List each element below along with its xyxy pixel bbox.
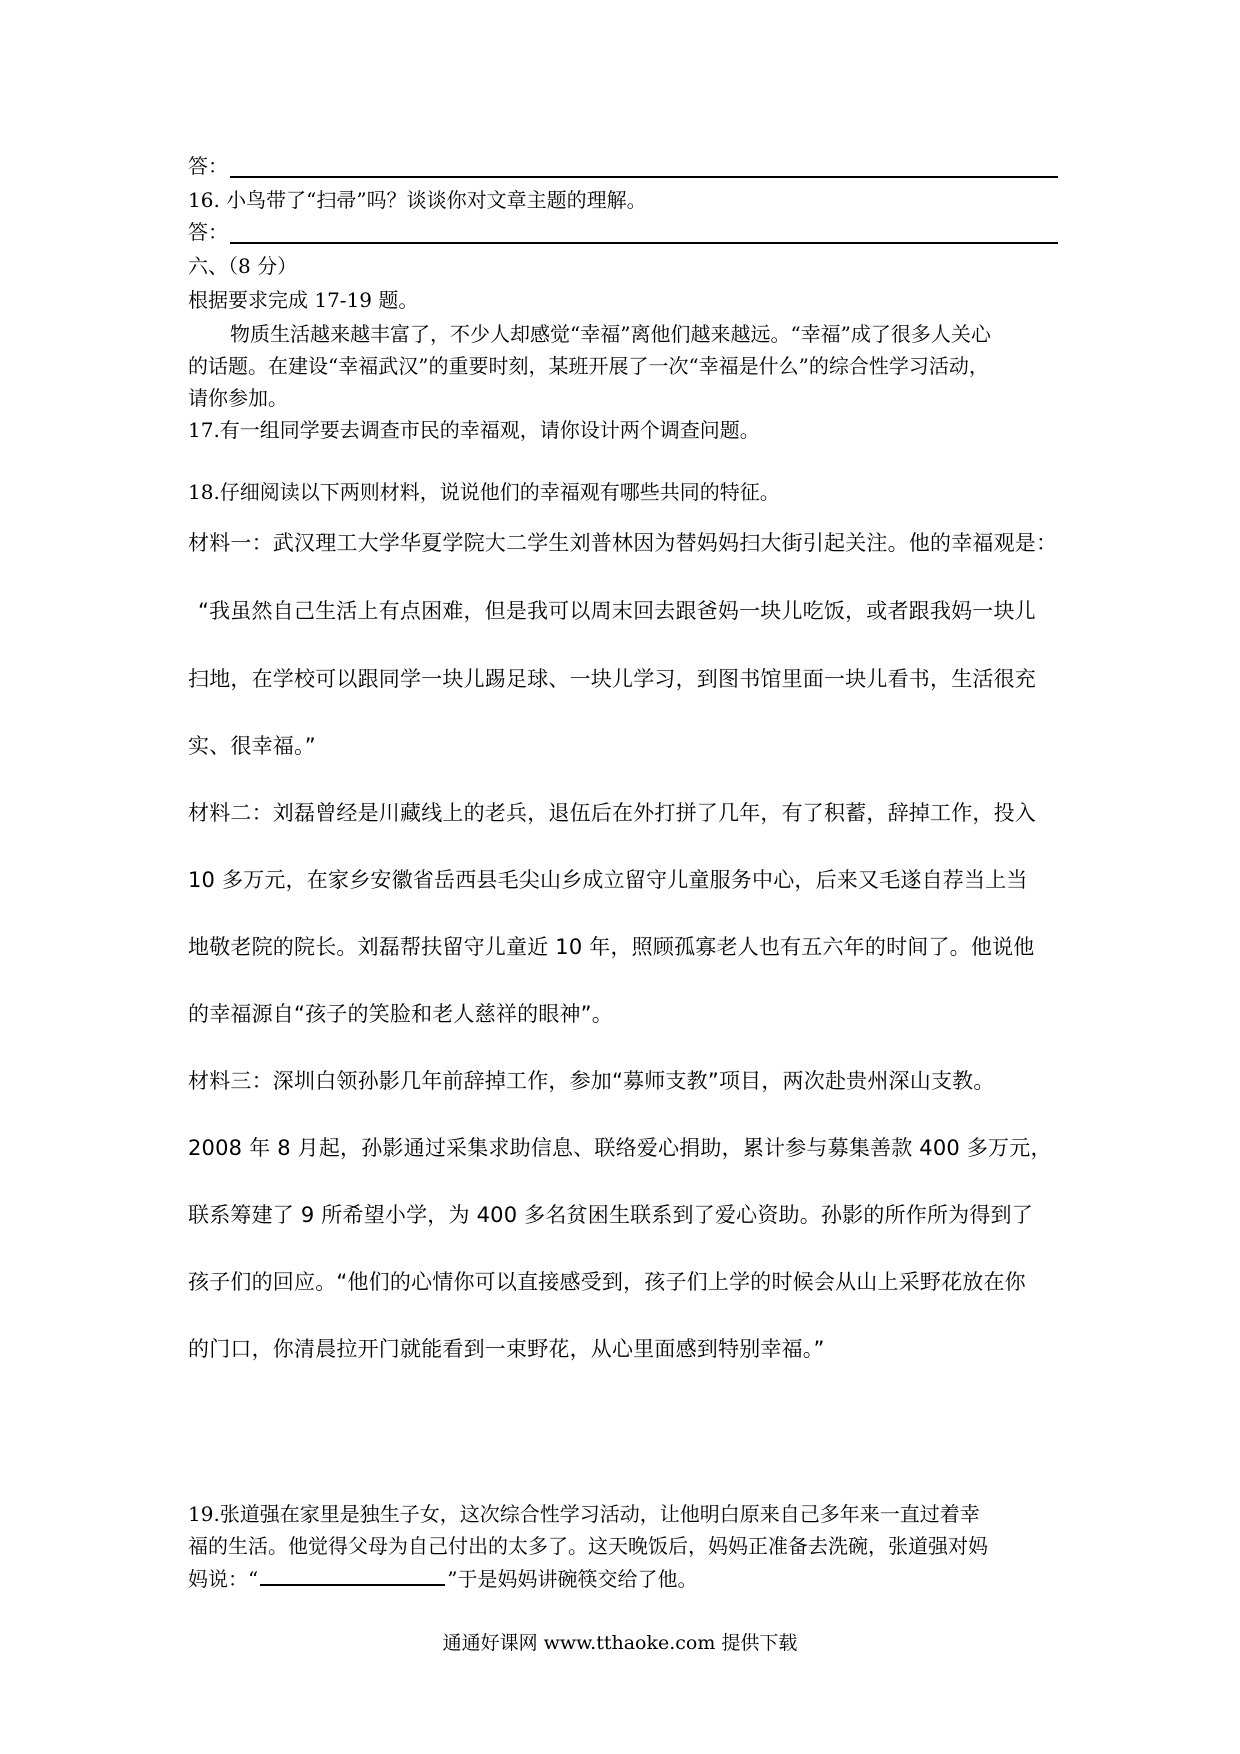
material-line: 联系筹建了 9 所希望小学，为 400 多名贫困生联系到了爱心资助。孙影的所作所为得到了 — [188, 1203, 1033, 1227]
page-footer: 通通好课网 www.tthaoke.com 提供下载 — [442, 1632, 798, 1654]
material-line: 孩子们的回应。“他们的心情你可以直接感受到，孩子们上学的时候会从山上采野花放在你 — [188, 1270, 1026, 1294]
answer-label-16: 答： — [188, 220, 228, 244]
answer-blank-line[interactable] — [230, 176, 1058, 178]
q19-prefix: 妈说：“ — [188, 1567, 259, 1591]
section-heading: 六、（8 分） — [188, 254, 298, 278]
question-18: 18.仔细阅读以下两则材料，说说他们的幸福观有哪些共同的特征。 — [188, 480, 780, 504]
answer-blank-line-16[interactable] — [230, 242, 1058, 244]
intro-line: 的话题。在建设“幸福武汉”的重要时刻，某班开展了一次“幸福是什么”的综合性学习活动， — [188, 354, 989, 378]
question-16: 16. 小鸟带了“扫帚”吗？谈谈你对文章主题的理解。 — [188, 188, 647, 212]
material-line: 材料二：刘磊曾经是川藏线上的老兵，退伍后在外打拼了几年，有了积蓄，辞掉工作，投入 — [188, 801, 1036, 825]
question-17: 17.有一组同学要去调查市民的幸福观，请你设计两个调查问题。 — [188, 418, 760, 442]
answer-label: 答： — [188, 154, 228, 178]
material-line: 扫地，在学校可以跟同学一块儿踢足球、一块儿学习，到图书馆里面一块儿看书，生活很充 — [188, 667, 1036, 691]
instruction: 根据要求完成 17-19 题。 — [188, 288, 419, 312]
intro-line: 物质生活越来越丰富了，不少人却感觉“幸福”离他们越来越远。“幸福”成了很多人关心 — [230, 322, 991, 346]
material-line: 实、很幸福。” — [188, 734, 316, 758]
material-line: 的幸福源自“孩子的笑脸和老人慈祥的眼神”。 — [188, 1002, 613, 1026]
material-line: 地敬老院的院长。刘磊帮扶留守儿童近 10 年，照顾孤寡老人也有五六年的时间了。他说他 — [188, 935, 1035, 959]
question-19-line: 19.张道强在家里是独生子女，这次综合性学习活动，让他明白原来自己多年来一直过着幸 — [188, 1502, 980, 1526]
question-19-line: 福的生活。他觉得父母为自己付出的太多了。这天晚饭后，妈妈正准备去洗碗，张道强对妈 — [188, 1534, 988, 1558]
material-line: 材料三：深圳白领孙影几年前辞掉工作，参加“募师支教”项目，两次赴贵州深山支教。 — [188, 1069, 995, 1093]
question-19-line — [188, 1564, 697, 1593]
q19-suffix: ”于是妈妈讲碗筷交给了他。 — [447, 1567, 698, 1591]
material-line: “我虽然自己生活上有点困难，但是我可以周末回去跟爸妈一块儿吃饭，或者跟我妈一块儿 — [198, 599, 1036, 623]
intro-line: 请你参加。 — [188, 386, 288, 410]
fill-in-blank[interactable] — [260, 1564, 445, 1586]
material-line: 材料一：武汉理工大学华夏学院大二学生刘普林因为替妈妈扫大街引起关注。他的幸福观是： — [188, 531, 1058, 555]
material-line: 10 多万元，在家乡安徽省岳西县毛尖山乡成立留守儿童服务中心，后来又毛遂自荐当上当 — [188, 868, 1028, 892]
material-line: 2008 年 8 月起，孙影通过采集求助信息、联络爱心捐助，累计参与募集善款 400 多万元， — [188, 1136, 1052, 1160]
material-line: 的门口，你清晨拉开门就能看到一束野花，从心里面感到特别幸福。” — [188, 1337, 825, 1361]
